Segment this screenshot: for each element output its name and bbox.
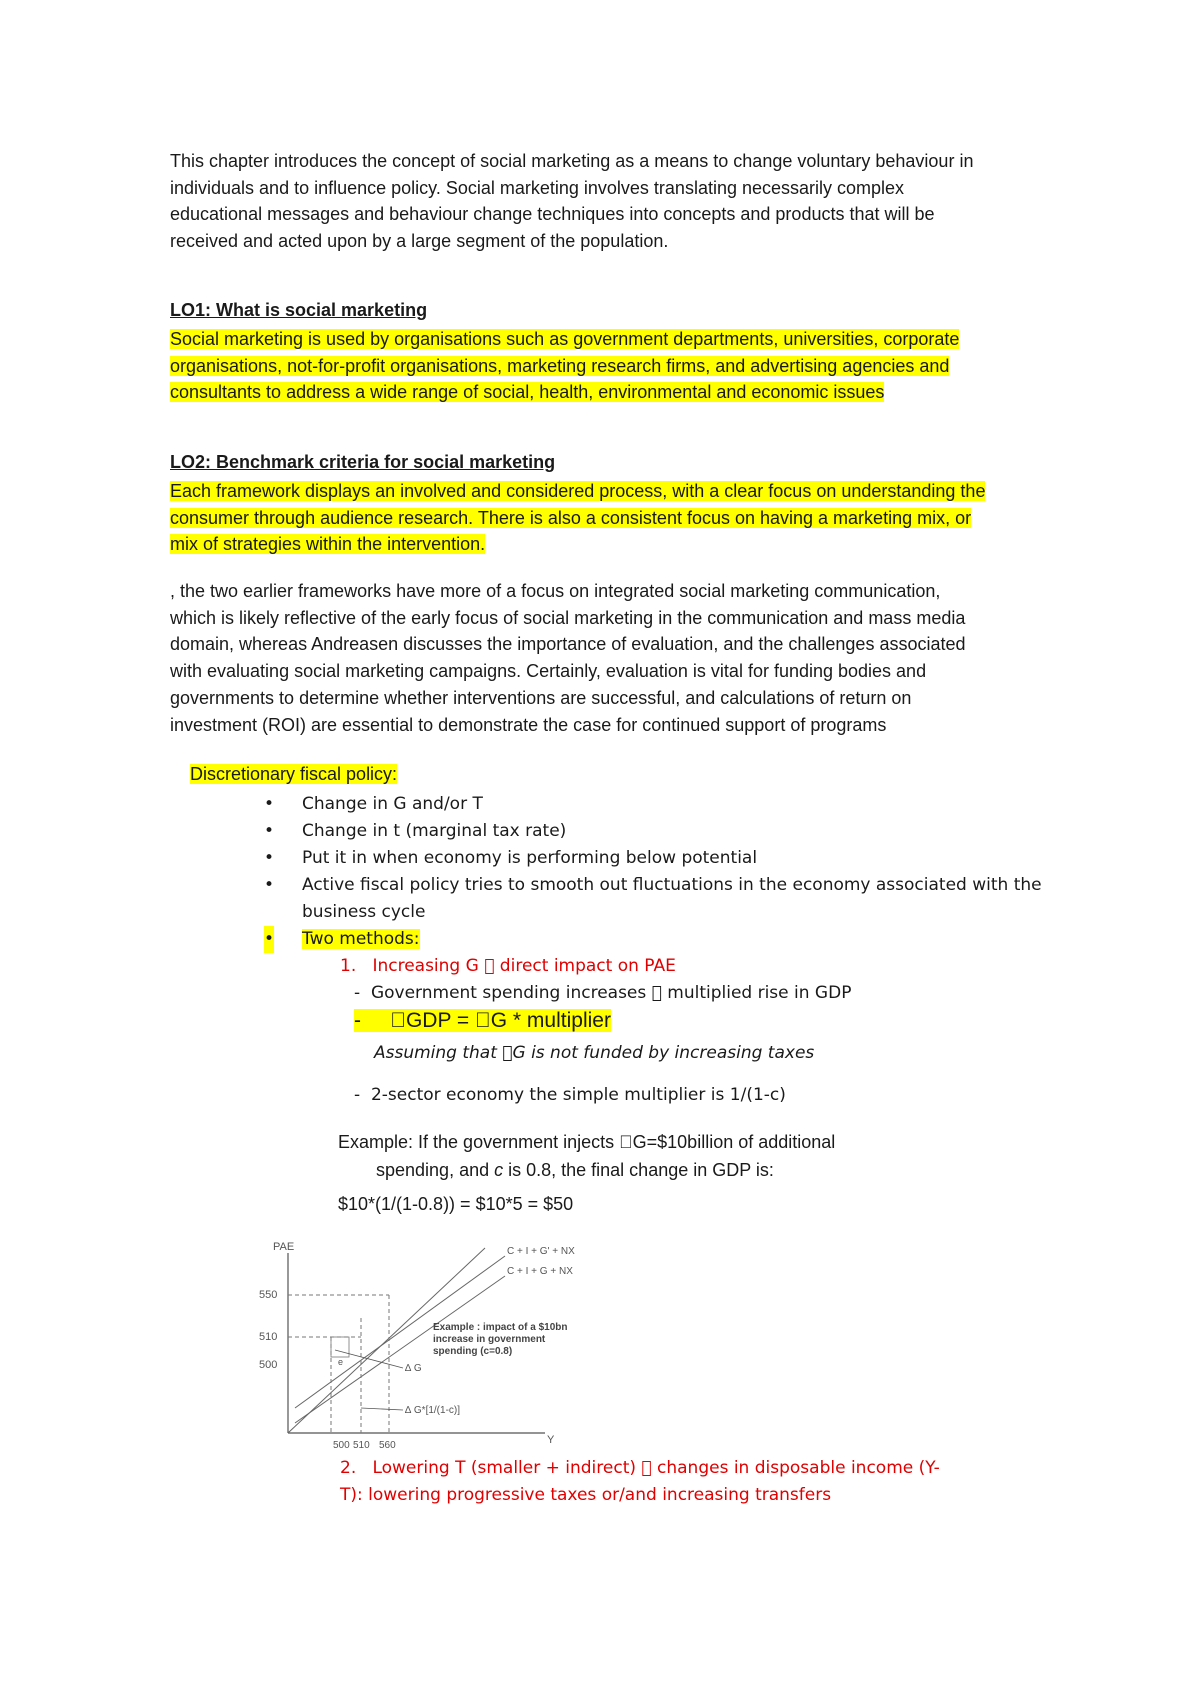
bullet-dot-icon: • <box>264 926 274 953</box>
example-text <box>338 1128 835 1184</box>
bullet-text: Active fiscal policy tries to smooth out fluctuations in the economy associated with the business cycle <box>302 875 1042 922</box>
dash-mark: - <box>354 1009 390 1032</box>
bullet-dot-icon: • <box>264 875 275 895</box>
y-tick: 550 <box>259 1289 278 1301</box>
bullet-dot-icon: • <box>264 794 275 814</box>
sub-text: 2-sector economy the simple multiplier is 1/(1-c) <box>370 1085 786 1105</box>
bullet-item <box>256 791 1076 818</box>
x-axis-label: Y <box>547 1434 555 1446</box>
bullet-item-highlighted <box>256 926 1076 953</box>
x-tick: 510 <box>353 1440 370 1448</box>
method-1 <box>340 956 676 976</box>
discretionary-label: Discretionary fiscal policy: <box>190 764 398 784</box>
discretionary-heading <box>190 764 397 785</box>
fiscal-policy-bullets <box>256 791 1076 953</box>
gdp-formula: GDP = G * multiplier <box>390 1009 611 1032</box>
bullet-item <box>256 845 1076 872</box>
x-tick: 500 <box>333 1440 350 1448</box>
dash-mark: - <box>354 983 361 1003</box>
delta-g-label: ∆ G <box>405 1363 422 1374</box>
frameworks-paragraph: , the two earlier frameworks have more of a focus on integrated social marketing communication, which is likely reflective of the early focus of social marketing in the communication and mass media domain, whereas Andreasen discusses the importance of evaluation, and the challenges associated with evaluating social marketing campaigns. Certainly, evaluation is vital for funding bodies and governments to determine whether interventions are successful, and calculations of return on investment (ROI) are essential to demonstrate the case for continued support of programs <box>170 581 966 735</box>
figure-box-title: Example : impact of a $10bn <box>433 1322 568 1333</box>
example-line-1: Example: If the government injects G=$10billion of additional <box>338 1132 822 1152</box>
y-tick: 510 <box>259 1331 278 1343</box>
example-line-2: spending, and c is 0.8, the final change in GDP is: <box>376 1160 774 1180</box>
lo1-text <box>170 326 990 406</box>
bullet-text: Change in t (marginal tax rate) <box>302 821 567 841</box>
bullet-dot-icon: • <box>264 848 275 868</box>
bullet-dot-icon: • <box>264 821 275 841</box>
method-1-text: Increasing G direct impact on PAE <box>372 956 661 976</box>
bullet-text: Two methods: <box>302 929 420 949</box>
sub-text: Government spending increases multiplied rise in GDP <box>370 983 836 1003</box>
method-2-number: 2. <box>340 1458 357 1478</box>
lo2-highlighted-text: Each framework displays an involved and considered process, with a clear focus on understanding the consumer through audience research. There is also a consistent focus on having a marketing mix, or mix of strategies within the intervention. <box>170 481 986 555</box>
bullet-item <box>256 818 1076 845</box>
bullet-text: Put it in when economy is performing below potential <box>302 848 758 868</box>
intro-paragraph: This chapter introduces the concept of social marketing as a means to change voluntary behaviour in individuals and to influence policy. Social marketing involves translating necessarily complex educational messages and behaviour change techniques into concepts and products that will be received and acted upon by a large segment of the population. <box>170 151 974 252</box>
method-2-text: Lowering T (smaller + indirect) changes in disposable income (Y-T): lowering progressive taxes or/and increasing transfers <box>340 1458 946 1505</box>
figure-box-line-2: increase in government <box>433 1334 546 1345</box>
lo1-heading: LO1: What is social marketing <box>170 300 428 320</box>
dash-mark: - <box>354 1085 361 1105</box>
lo2-text <box>170 478 990 558</box>
example-calculation: $10*(1/(1-0.8)) = $10*5 = $50 <box>338 1194 574 1214</box>
method-2 <box>340 1455 960 1509</box>
method-1-note: Assuming that G is not funded by increasing taxes <box>374 1043 805 1063</box>
line-label-top: C + I + G' + NX <box>507 1246 575 1257</box>
delta-g-multiplier-label: ∆ G*[1/(1-c)] <box>405 1405 461 1416</box>
lo2-heading: LO2: Benchmark criteria for social marketing <box>170 452 556 472</box>
x-tick: 560 <box>379 1440 396 1448</box>
y-tick: 500 <box>259 1359 278 1371</box>
bullet-item <box>256 872 1076 926</box>
method-1-sub-3 <box>354 1085 786 1105</box>
point-label: e <box>338 1357 344 1367</box>
line-label-bottom: C + I + G + NX <box>507 1266 573 1277</box>
method-1-sub-1 <box>354 983 851 1003</box>
method-1-number: 1. <box>340 956 357 976</box>
figure-box-line-3: spending (c=0.8) <box>433 1346 513 1357</box>
method-1-sub-2 <box>354 1009 611 1033</box>
keynesian-cross-figure <box>255 1238 665 1448</box>
y-axis-label: PAE <box>273 1241 295 1253</box>
bullet-text: Change in G and/or T <box>302 794 483 814</box>
lo1-highlighted-text: Social marketing is used by organisations such as government departments, universities, corporate organisations, not-for-profit organisations, marketing research firms, and advertising agencies and consultants to address a wide range of social, health, environmental and economic issues <box>170 329 960 403</box>
